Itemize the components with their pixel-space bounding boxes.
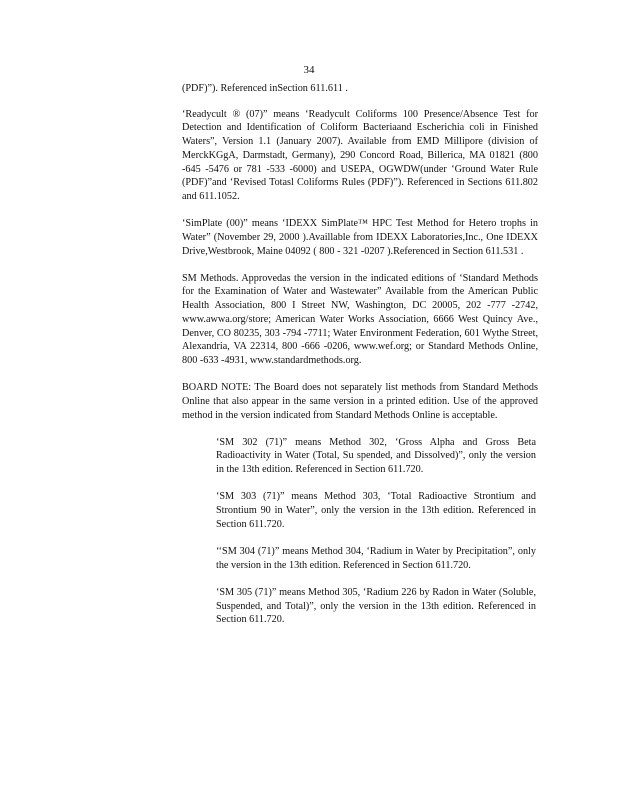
readycult-definition: ‘Readycult ® (07)” means ‘Readycult Coliforms 100 Presence/Absence Test for Detection and Identification of Coliform Bacteriaand Escherichia coli in Finished Waters”, Version 1.1 (January 2007). Available from EMD Millipore (division of MerckKGgA, Darmstadt, Germany), 290 Concord Road, Billerica, MA 01821 (800 -645 -5476 or 781 -533 -6000) and USEPA, OGWDW(under ‘Ground Water Rule (PDF)”and ‘Revised Totasl Coliforms Rules (PDF)”). Referenced in Sections 611.802 and 611.1052. — [182, 108, 538, 202]
sm-303-definition: ‘SM 303 (71)” means Method 303, ‘Total Radioactive Strontium and Strontium 90 in Water”, only the version in the 13th edition. Referenced in Section 611.720. — [216, 491, 536, 530]
sm-methods-paragraph: SM Methods. Approvedas the version in the indicated editions of ‘Standard Methods for the Examination of Water and Wastewater” Available from the American Public Health Association, 800 I Street NW, Washington, DC 20005, 202 -777 -2742, www.awwa.org/store; American Water Works Association, 6666 West Quincy Ave., Denver, CO 80235, 303 -794 -7711; Water Environment Federation, 601 Wythe Street, Alexandria, VA 22314, 800 -666 -0206, www.wef.org; or Standard Methods Online, 800 -633 -4931, www.standardmethods.org. — [182, 272, 538, 366]
simplate-definition: ‘SimPlate (00)” means ‘IDEXX SimPlate™ HPC Test Method for Hetero trophs in Water” (November 29, 2000 ).Availlable from IDEXX Laboratories,Inc., One IDEXX Drive,Westbrook, Maine 04092 ( 800 - 321 -0207 ).Referenced in Section 611.531 . — [182, 218, 538, 257]
sm-305-definition: ‘SM 305 (71)” means Method 305, ‘Radium 226 by Radon in Water (Soluble, Suspended, and Total)”, only the version in the 13th edition. Referenced in Section 611.720. — [216, 586, 536, 626]
continuation-paragraph: (PDF)”). Referenced inSection 611.611 . — [182, 83, 348, 94]
sm-302-definition: ‘SM 302 (71)” means Method 302, ‘Gross Alpha and Gross Beta Radioactivity in Water (Total, Su spended, and Dissolved)”, only the version in the 13th edition. Referenced in Section 611.720. — [216, 436, 536, 476]
sm-304-definition: ‘‘SM 304 (71)” means Method 304, ‘Radium in Water by Precipitation”, only the version in the 13th edition. Referenced in Section 611.720. — [216, 545, 536, 571]
page-body — [182, 82, 538, 641]
board-note-paragraph: BOARD NOTE: The Board does not separately list methods from Standard Methods Online that also appear in the same version in a printed edition. Use of the approved method in the version indicated from Standard Methods Online is acceptable. — [182, 382, 538, 421]
page-number: 34 — [303, 64, 315, 76]
